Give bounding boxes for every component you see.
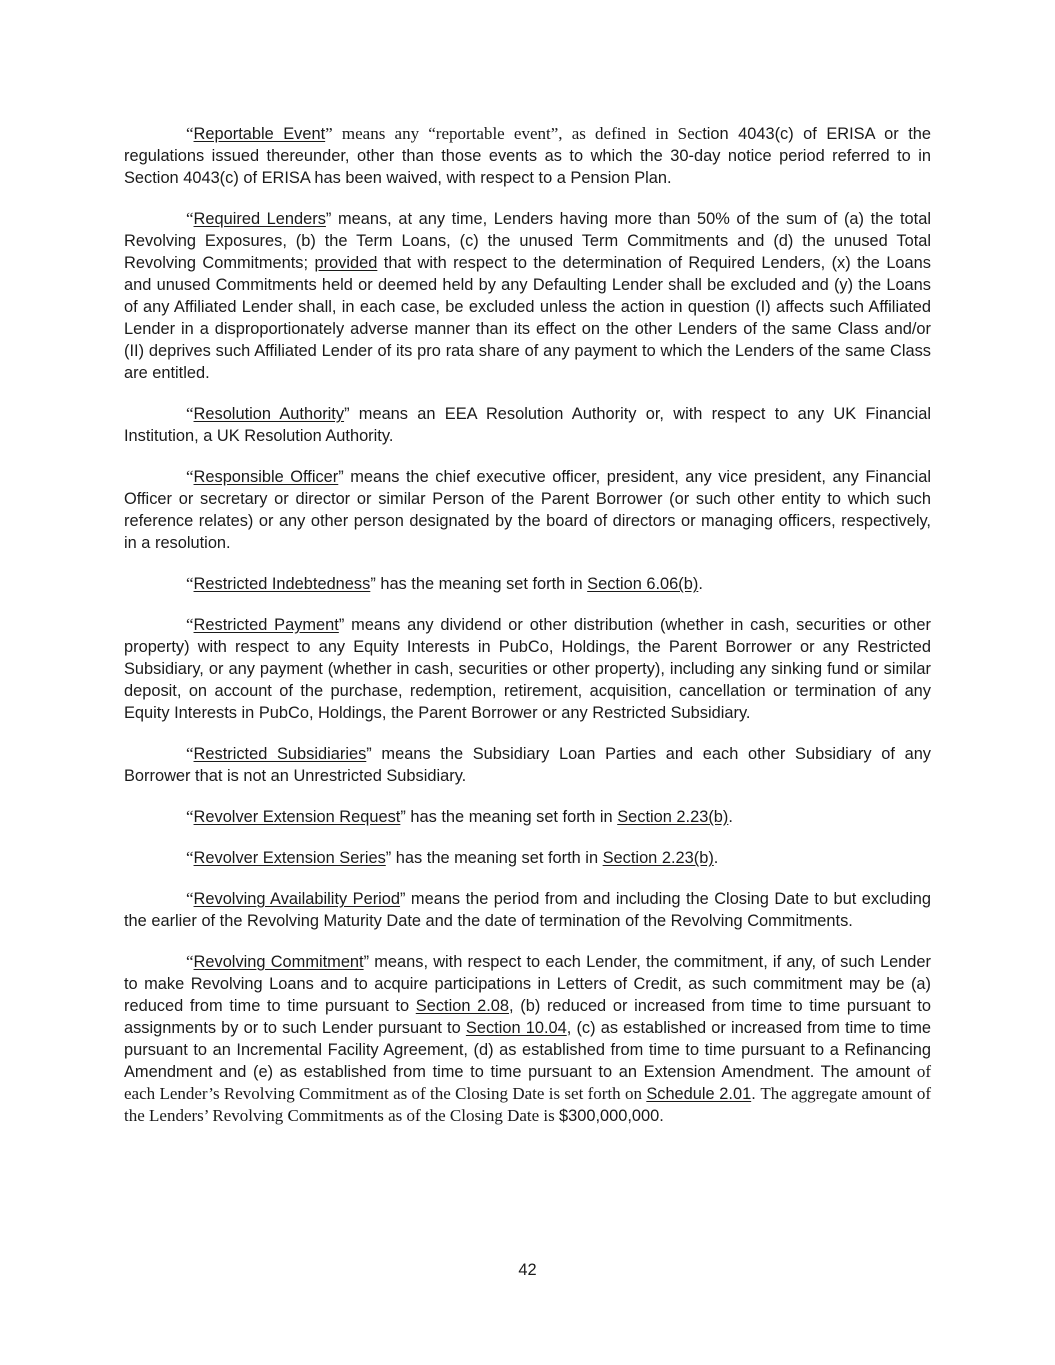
paragraph-text: ” means the chief executive officer, president, any vice president, any Financial Officer or secretary or director or similar Person of the Parent Borrower (or such other entity to which such reference relates) or any other person designated by the board of directors or managing officers, respectively, in a resolution. (124, 468, 931, 552)
paragraph-text: ” has the meaning set forth in (370, 575, 588, 593)
paragraph-text: $300,000,000. (559, 1107, 664, 1125)
paragraph-text: “ (186, 404, 194, 423)
paragraph-text: ” has the meaning set forth in (400, 808, 618, 826)
paragraph-text: ” means any dividend or other distribution (whether in cash, securities or other property) with respect to any Equity Interests in PubCo, Holdings, the Parent Borrower or any Restricted Subsidiary, or any payment (whether in cash, securities or other property), including any sinking fund or similar deposit, on account of the purchase, redemption, retirement, acquisition, cancellation or termination of any Equity Interests in PubCo, Holdings, the Parent Borrower or any Restricted Subsidiary. (124, 616, 931, 722)
page-number: 42 (518, 1261, 537, 1279)
paragraph-text: “ (186, 807, 194, 826)
paragraph-text: “ (186, 889, 194, 908)
paragraph-text: “ (186, 744, 194, 763)
paragraph-text: . (751, 1085, 761, 1103)
document-body (124, 123, 931, 1146)
definition-paragraph (124, 806, 931, 828)
underlined-reference: Resolution Authority (193, 405, 345, 423)
underlined-reference: Responsible Officer (193, 468, 339, 486)
underlined-reference: Restricted Indebtedness (193, 575, 371, 593)
paragraph-text: ” means an EEA Resolution Authority or, with respect to any UK Financial Institution, a UK Resolution Authority. (124, 405, 932, 445)
paragraph-text: ” means any “reportable event”, as defined in Sec (325, 124, 703, 143)
paragraph-text: . (713, 849, 719, 867)
paragraph-text: “ (186, 952, 194, 971)
underlined-reference: Revolver Extension Request (193, 808, 401, 826)
definition-paragraph (124, 123, 931, 189)
paragraph-text: ” has the meaning set forth in (385, 849, 603, 867)
paragraph-text: “ (186, 615, 194, 634)
paragraph-text: . (698, 575, 703, 593)
underlined-reference: provided (314, 254, 378, 272)
paragraph-text: ” means, at any time, Lenders having more than 50% of the sum of (a) the total Revolving Exposures, (b) the Term Loans, (c) the unused Term Commitments and (d) the unused Total Revolving Commitments; (124, 210, 931, 272)
paragraph-text: “ (186, 574, 194, 593)
definition-paragraph (124, 573, 931, 595)
underlined-reference: Revolver Extension Series (193, 849, 386, 867)
underlined-reference: Section 10.04 (465, 1019, 567, 1037)
underlined-reference: Schedule 2.01 (646, 1085, 752, 1103)
paragraph-text: ” means the Subsidiary Loan Parties and each other Subsidiary of any Borrower that is not an Unrestricted Subsidiary. (124, 745, 932, 785)
paragraph-text: ” means the period from and including the Closing Date to but excluding the earlier of the Revolving Maturity Date and the date of termination of the Revolving Commitments. (124, 890, 931, 930)
underlined-reference: Reportable Event (193, 125, 326, 143)
definition-paragraph (124, 888, 931, 932)
paragraph-text: , (c) as established or increased from time to time pursuant to an Incremental Facility Agreement, (d) as established from time to time pursuant to a Refinancing Amendment and (e) as established from time to time pursuant to an Extension Amendment. The amount (124, 1019, 931, 1081)
underlined-reference: Section 6.06(b) (587, 575, 699, 593)
paragraph-text: “ (186, 848, 194, 867)
definition-paragraph (124, 403, 931, 447)
definition-paragraph (124, 743, 931, 787)
paragraph-text: “ (186, 467, 194, 486)
paragraph-text: “ (186, 209, 194, 228)
definition-paragraph (124, 847, 931, 869)
definition-paragraph (124, 951, 931, 1127)
paragraph-text: of each Lender’s Revolving Commitment as of the Closing Date is set forth on (124, 1062, 931, 1103)
underlined-reference: Section 2.23(b) (617, 808, 729, 826)
paragraph-text: that with respect to the determination of Required Lenders, (x) the Loans and unused Commitments held or deemed held by any Defaulting Lender shall be excluded and (y) the Loans of any Affiliated Lender shall, in each case, be excluded unless the action in question (I) affects such Affiliated Lender in a disproportionately adverse manner than its effect on the other Lenders of the same Class and/or (II) deprives such Affiliated Lender of its pro rata share of any payment to which the Lenders of the same Class are entitled. (124, 254, 931, 382)
underlined-reference: Restricted Payment (193, 616, 339, 634)
underlined-reference: Revolving Commitment (193, 953, 364, 971)
paragraph-text: “ (186, 124, 194, 143)
definition-paragraph (124, 466, 931, 554)
paragraph-text: . (728, 808, 733, 826)
definition-paragraph (124, 614, 931, 724)
underlined-reference: Required Lenders (193, 210, 326, 228)
paragraph-text: tion 4043(c) of ERISA or the regulations issued thereunder, other than those events as to which the 30-day notice period referred to in Section 4043(c) of ERISA has been waived, with respect to a Pension Plan. (124, 125, 931, 187)
paragraph-text: , (b) reduced or increased from time to time pursuant to assignments by or to such Lender pursuant to (124, 997, 932, 1037)
underlined-reference: Restricted Subsidiaries (193, 745, 367, 763)
underlined-reference: Revolving Availability Period (193, 890, 401, 908)
paragraph-text: The aggregate amount of the Lenders’ Revolving Commitments as of the Closing Date is (124, 1084, 931, 1125)
paragraph-text: ” means, with respect to each Lender, the commitment, if any, of such Lender to make Revolving Loans and to acquire participations in Letters of Credit, as such commitment may be (a) reduced from time to time pursuant to (124, 953, 931, 1015)
underlined-reference: Section 2.23(b) (602, 849, 714, 867)
underlined-reference: Section 2.08 (415, 997, 510, 1015)
definition-paragraph (124, 208, 931, 384)
